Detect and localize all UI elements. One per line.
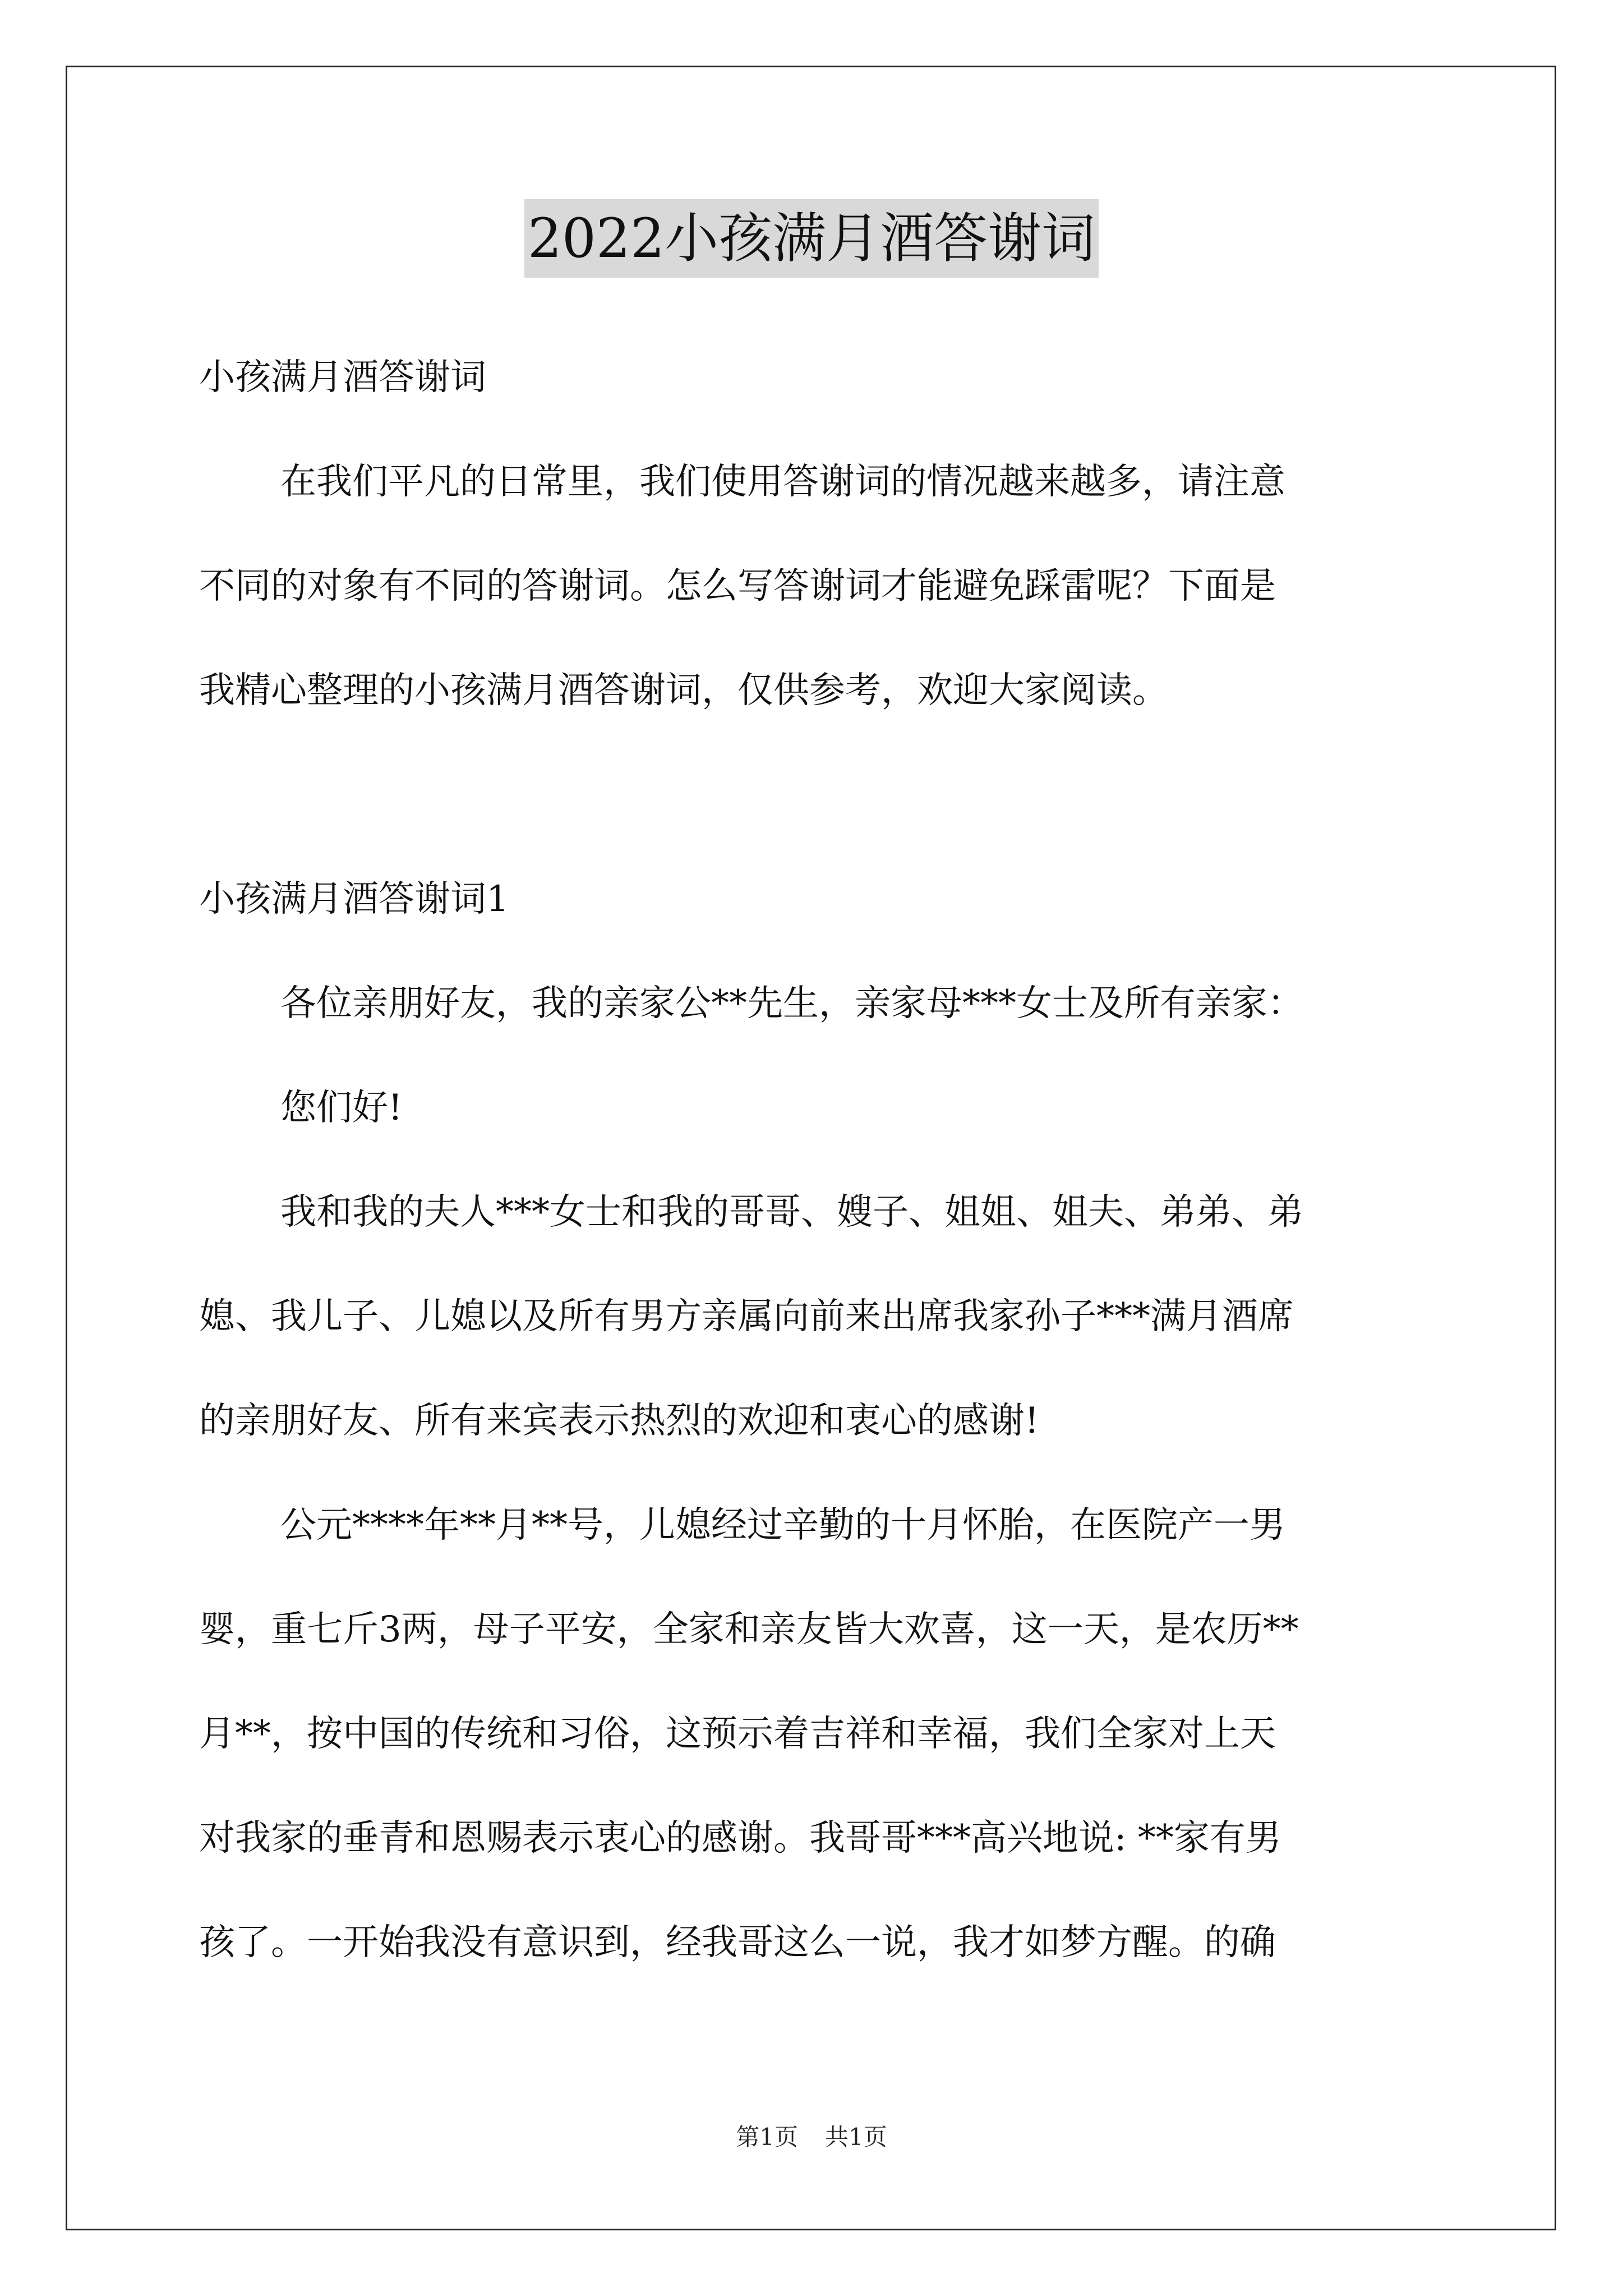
text-line: 月**，按中国的传统和习俗，这预示着吉祥和幸福，我们全家对上天 bbox=[199, 1713, 1276, 1755]
text-line: 媳、我儿子、儿媳以及所有男方亲属向前来出席我家孙子***满月酒席 bbox=[199, 1296, 1294, 1337]
document-body bbox=[199, 325, 1433, 1995]
text-line: 不同的对象有不同的答谢词。怎么写答谢词才能避免踩雷呢？下面是 bbox=[199, 565, 1276, 607]
text-line: 各位亲朋好友，我的亲家公**先生，亲家母***女士及所有亲家： bbox=[280, 983, 1303, 1024]
text-line: 小孩满月酒答谢词 bbox=[199, 357, 486, 398]
text-line: 我精心整理的小孩满月酒答谢词，仅供参考，欢迎大家阅读。 bbox=[199, 670, 1168, 711]
text-line: 您们好! bbox=[280, 1087, 403, 1129]
text-line: 对我家的垂青和恩赐表示衷心的感谢。我哥哥***高兴地说: **家有男 bbox=[199, 1818, 1281, 1859]
text-line: 小孩满月酒答谢词1 bbox=[199, 878, 509, 920]
text-line: 孩了。一开始我没有意识到，经我哥这么一说，我才如梦方醒。的确 bbox=[199, 1922, 1276, 1963]
page-total: 共1页 bbox=[825, 2123, 887, 2151]
text-line: 婴，重七斤3两，母子平安，全家和亲友皆大欢喜，这一天，是农历** bbox=[199, 1609, 1299, 1650]
page-number: 第1页 bbox=[736, 2123, 798, 2151]
title-container bbox=[0, 199, 1623, 278]
text-line: 公元****年**月**号，儿媳经过辛勤的十月怀胎，在医院产一男 bbox=[280, 1504, 1285, 1546]
page-footer bbox=[0, 2120, 1623, 2154]
text-line: 在我们平凡的日常里，我们使用答谢词的情况越来越多，请注意 bbox=[280, 461, 1285, 503]
document-title: 2022小孩满月酒答谢词 bbox=[524, 199, 1099, 278]
blank-line bbox=[199, 743, 1433, 847]
text-line: 的亲朋好友、所有来宾表示热烈的欢迎和衷心的感谢! bbox=[199, 1400, 1039, 1442]
text-line: 我和我的夫人***女士和我的哥哥、嫂子、姐姐、姐夫、弟弟、弟 bbox=[280, 1191, 1303, 1233]
